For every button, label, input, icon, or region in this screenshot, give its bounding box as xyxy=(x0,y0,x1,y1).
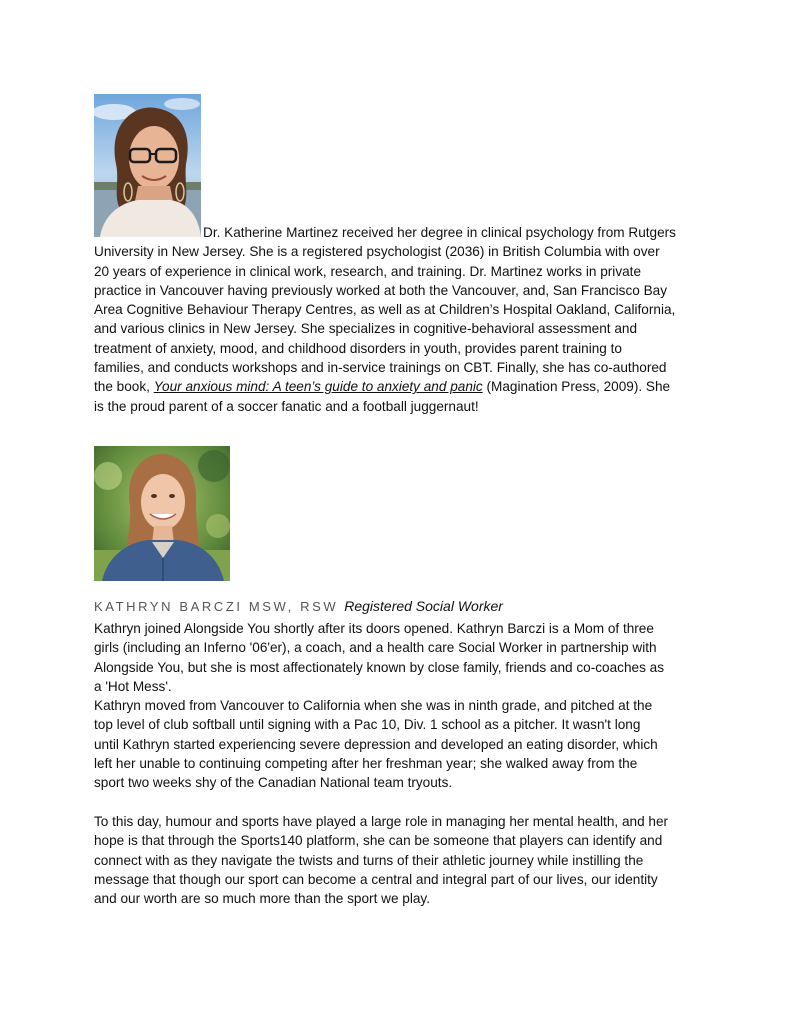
barczi-bio-line: connect with as they navigate the twists and turns of their athletic journey while instilling the xyxy=(94,852,644,868)
barczi-name: KATHRYN BARCZI MSW, RSW xyxy=(94,599,339,614)
barczi-bio-line: until Kathryn started experiencing severe depression and developed an eating disorder, which xyxy=(94,736,658,752)
barczi-role: Registered Social Worker xyxy=(344,598,503,614)
martinez-bio-line: practice in Vancouver having previously worked at both the Vancouver, and, San Francisco Bay xyxy=(94,282,668,298)
barczi-heading xyxy=(94,598,503,616)
barczi-bio-line: girls (including an Inferno '06'er), a coach, and a health care Social Worker in partnership with xyxy=(94,640,657,656)
barczi-paragraph-1 xyxy=(94,619,706,696)
book-line-suffix: (Magination Press, 2009). She xyxy=(482,379,671,395)
barczi-bio-line: sport two weeks shy of the Canadian National team tryouts. xyxy=(94,775,453,791)
martinez-bio-line: University in New Jersey. She is a registered psychologist (2036) in British Columbia with over xyxy=(94,244,660,260)
martinez-bio-line: is the proud parent of a soccer fanatic and a football juggernaut! xyxy=(94,398,479,414)
barczi-bio-line: Alongside You, but she is most affectionately known by close family, friends and co-coaches as xyxy=(94,659,665,675)
martinez-photo xyxy=(94,94,201,237)
book-title: Your anxious mind: A teen’s guide to anxiety and panic xyxy=(153,379,483,395)
barczi-bio-line: hope is that through the Sports140 platform, she can be someone that players can identify and xyxy=(94,833,663,849)
barczi-bio-line: Kathryn moved from Vancouver to California when she was in ninth grade, and pitched at the xyxy=(94,698,653,714)
barczi-bio-line: Kathryn joined Alongside You shortly after its doors opened. Kathryn Barczi is a Mom of three xyxy=(94,621,654,636)
martinez-book-line xyxy=(94,377,706,396)
barczi-bio-line: left her unable to continuing competing after her freshman year; she walked away from the xyxy=(94,756,638,772)
barczi-bio-line: message that though our sport can become a central and integral part of our lives, our identity xyxy=(94,871,658,887)
barczi-bio-line: and our worth are so much more than the sport we play. xyxy=(94,891,430,907)
barczi-paragraph-3 xyxy=(94,812,706,908)
barczi-bio-line: top level of club softball until signing with a Pac 10, Div. 1 school as a pitcher. It wasn't long xyxy=(94,717,641,733)
barczi-bio-line: a 'Hot Mess'. xyxy=(94,678,172,694)
barczi-bio-line: To this day, humour and sports have played a large role in managing her mental health, and her xyxy=(94,813,669,829)
martinez-bio-line: 20 years of experience in clinical work, research, and training. Dr. Martinez works in private xyxy=(94,263,642,279)
barczi-paragraph-2 xyxy=(94,696,706,792)
martinez-bio-line: Area Cognitive Behaviour Therapy Centres, as well as at Children’s Hospital Oakland, California, xyxy=(94,302,676,318)
barczi-photo xyxy=(94,446,230,581)
martinez-bio-line: Dr. Katherine Martinez received her degree in clinical psychology from Rutgers xyxy=(203,225,676,240)
barczi-bio xyxy=(94,619,706,908)
martinez-bio-line: and various clinics in New Jersey. She specializes in cognitive-behavioral assessment and xyxy=(94,321,638,337)
martinez-bio xyxy=(94,223,706,416)
martinez-bio-line: treatment of anxiety, mood, and childhood disorders in youth, provides parent training to xyxy=(94,340,622,356)
martinez-bio-line: families, and conducts workshops and in-service trainings on CBT. Finally, she has co-authored xyxy=(94,360,667,376)
book-line-prefix: the book, xyxy=(94,379,154,395)
